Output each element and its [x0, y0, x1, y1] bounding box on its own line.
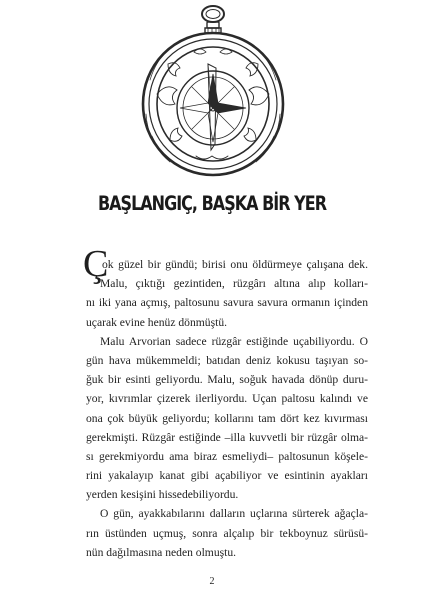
drop-cap: Ç [83, 243, 109, 285]
paragraph-line: uçarak evine henüz dönmüştü. [86, 315, 228, 329]
paragraph-line: rın üstünden uçmuş, sonra alçalıp bir tekboynuz sürüsü- [86, 526, 368, 540]
paragraph-line: Malu, çıktığı gezintiden, rüzgârı altına alıp kolları- [100, 277, 368, 291]
paragraph-line: yor, kıvrımlar çizerek ilerliyordu. Uçan paltosu kalındı ve [86, 392, 368, 406]
paragraph-line: nün dağılmasına neden olmuştu. [86, 545, 237, 559]
pocket-compass-illustration [124, 4, 302, 180]
paragraph-line: O gün, ayakkabılarını dalların uçlarına sürterek ağaçla- [100, 507, 368, 521]
paragraph-line: nı iki yana açmış, paltosunu savura savura ormanın içinden [86, 296, 368, 310]
paragraph-line: gün hava mükemmeldi; batıdan deniz kokusu taşıyan so- [86, 353, 368, 367]
paragraph-line: sı gerekmiyordu ama biraz esmeliydi– paltosunun köşele- [86, 449, 368, 463]
chapter-title: BAŞLANGIÇ, BAŞKA BİR YER [97, 192, 327, 215]
paragraph-line: ğuk bir esinti geliyordu. Malu, soğuk havada dönüp duru- [86, 373, 368, 387]
line-text: ok güzel bir gündü; birisi onu öldürmeye çalışana dek. [102, 258, 368, 271]
paragraph-line: yerden kesişini hissedebiliyordu. [86, 488, 239, 502]
paragraph-line: Malu Arvorian sadece rüzgâr estiğinde uçabiliyordu. O [100, 334, 368, 348]
paragraph-line: gerekmişti. Rüzgâr estiğinde –illa kuvvetli bir rüzgâr olma- [86, 430, 368, 444]
chapter-body [83, 243, 368, 562]
page-number: 2 [209, 576, 215, 587]
paragraph-line: rini yakalayıp kanat gibi açabiliyor ve esintinin ayakları [86, 469, 368, 483]
paragraph-line: ona çok büyük geliyordu; kollarını tam dört kez kıvırması [86, 411, 368, 425]
